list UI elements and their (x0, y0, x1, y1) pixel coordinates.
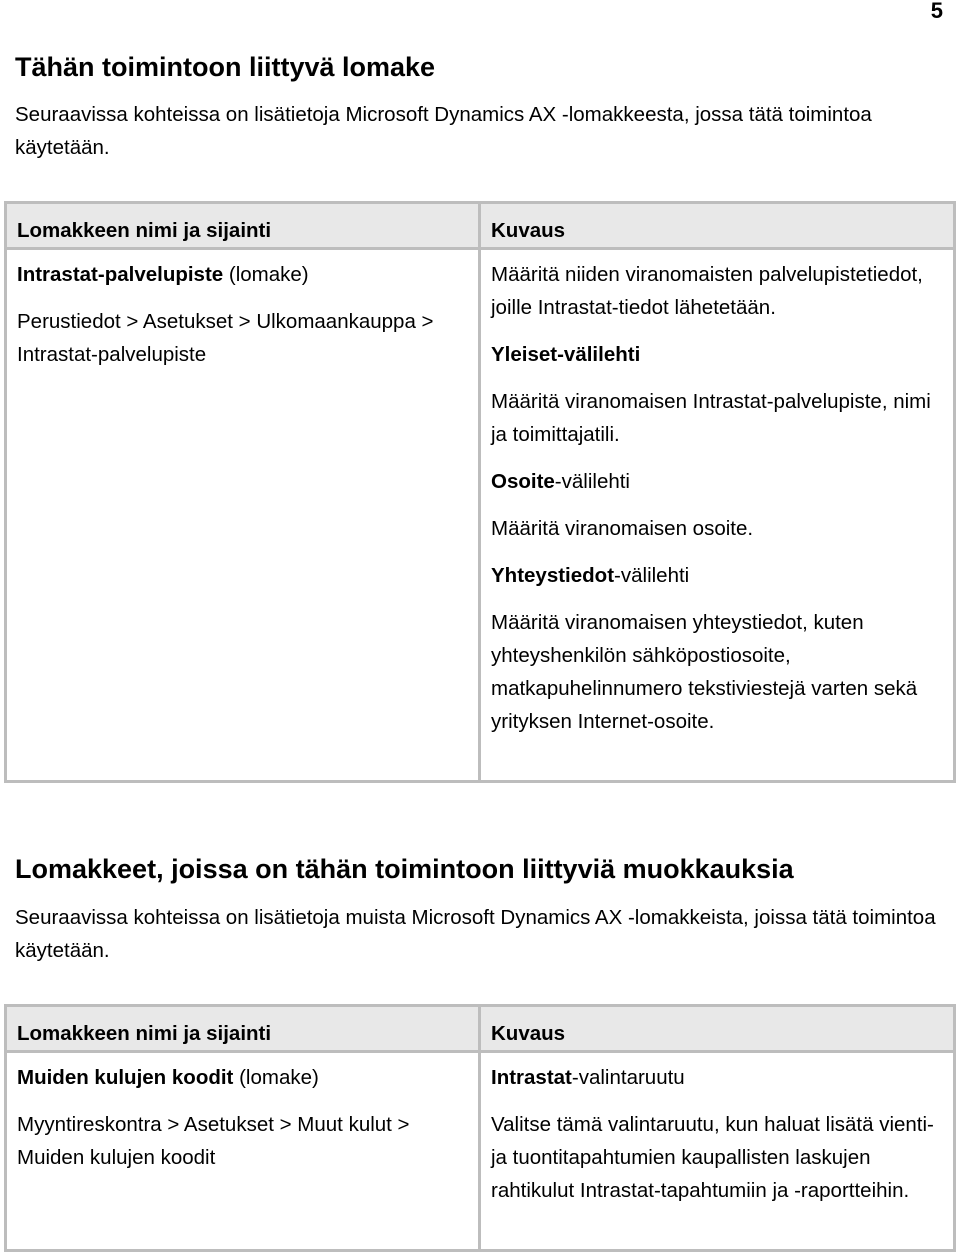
section1-intro: Seuraavissa kohteissa on lisätietoja Microsoft Dynamics AX -lomakkeesta, jossa tätä toimintoa käytetään. (15, 103, 872, 159)
tab-text-address: Määritä viranomaisen osoite. (491, 517, 754, 540)
tab-text-general: Määritä viranomaisen Intrastat-palvelupiste, nimi ja toimittajatili. (491, 390, 931, 446)
form-name-bold: Muiden kulujen koodit (17, 1066, 234, 1089)
section2-table (4, 1004, 956, 1252)
section1-table (4, 201, 956, 783)
field-title: Intrastat-valintaruutu (491, 1066, 685, 1089)
column-header-form: Lomakkeen nimi ja sijainti (6, 203, 480, 249)
section1-heading: Tähän toimintoon liittyvä lomake (15, 52, 436, 82)
tab-title-address: Osoite-välilehti (491, 470, 630, 493)
tab-text-contact: Määritä viranomaisen yhteystiedot, kuten yhteyshenkilön sähköpostiosoite, matkapuhelinnumero tekstiviestejä varten sekä yrityksen Internet-osoite. (491, 611, 918, 733)
section2-intro: Seuraavissa kohteissa on lisätietoja muista Microsoft Dynamics AX -lomakkeista, joissa tätä toimintoa käytetään. (15, 906, 936, 962)
form-name-bold: Intrastat-palvelupiste (17, 263, 224, 286)
description-cell (480, 249, 955, 782)
description-text: Määritä niiden viranomaisten palvelupistetiedot, joille Intrastat-tiedot lähetetään. (491, 263, 923, 319)
table-header-row (6, 203, 955, 249)
tab-title-contact: Yhteystiedot-välilehti (491, 564, 690, 587)
form-name (17, 258, 468, 291)
description-cell (480, 1052, 955, 1251)
tab-title-general: Yleiset-välilehti (491, 343, 641, 366)
description-text: Valitse tämä valintaruutu, kun haluat lisätä vienti- ja tuontitapahtumien kaupallisten laskujen rahtikulut Intrastat-tapahtumiin ja -raportteihin. (491, 1113, 934, 1202)
form-cell (6, 1052, 480, 1251)
form-cell (6, 249, 480, 782)
form-name-suffix: (lomake) (233, 1066, 319, 1089)
table-header-row (6, 1006, 955, 1052)
page-number: 5 (930, 0, 943, 23)
section2-heading: Lomakkeet, joissa on tähän toimintoon liittyviä muokkauksia (15, 854, 794, 884)
table-row (6, 249, 955, 782)
form-path: Perustiedot > Asetukset > Ulkomaankauppa > Intrastat-palvelupiste (17, 310, 434, 366)
form-name-suffix: (lomake) (223, 263, 309, 286)
column-header-description: Kuvaus (480, 1006, 955, 1052)
form-path: Myyntireskontra > Asetukset > Muut kulut > Muiden kulujen koodit (17, 1113, 410, 1169)
table-row (6, 1052, 955, 1251)
form-name (17, 1061, 468, 1094)
column-header-form: Lomakkeen nimi ja sijainti (6, 1006, 480, 1052)
column-header-description: Kuvaus (480, 203, 955, 249)
